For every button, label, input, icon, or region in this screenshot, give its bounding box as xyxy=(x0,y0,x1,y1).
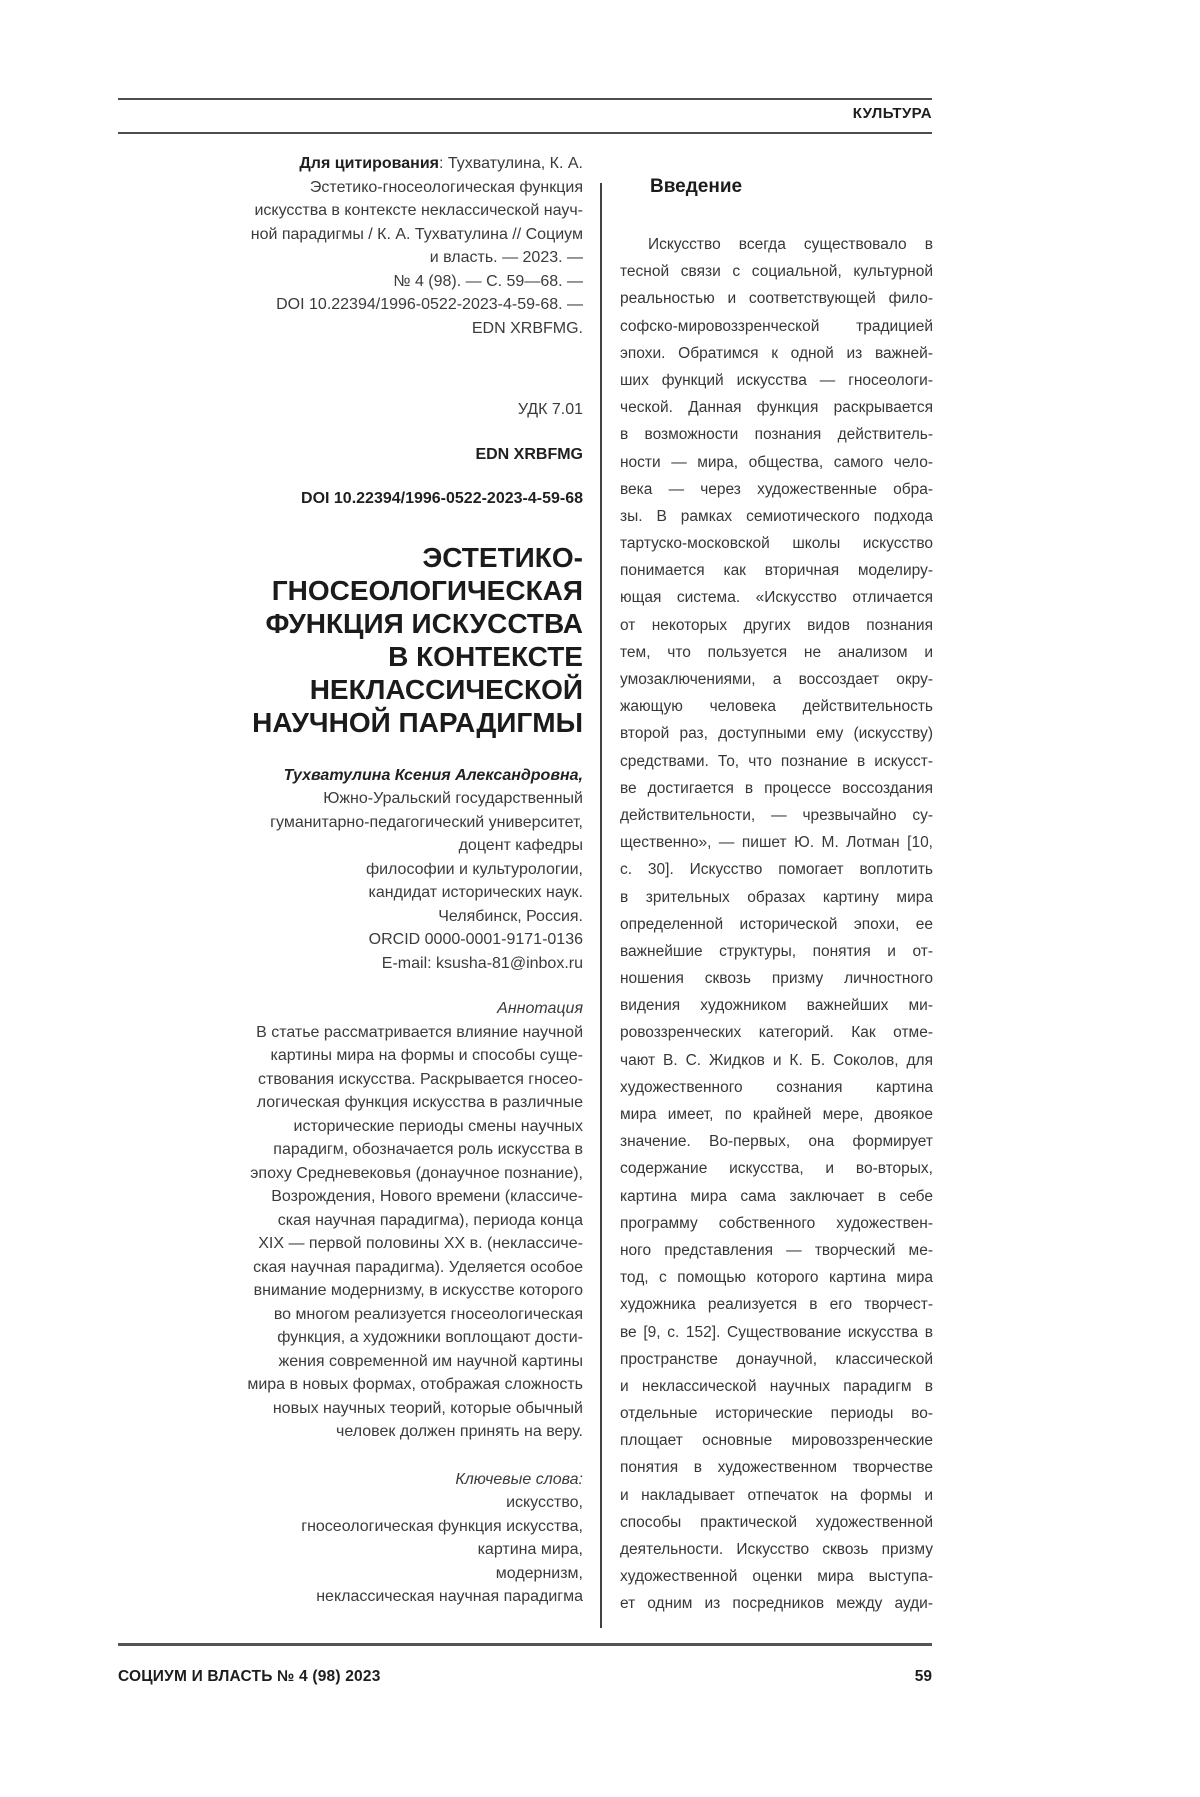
text-line: мира в новых формах, отображая сложность xyxy=(247,1376,583,1393)
text-line: и власть. — 2023. — xyxy=(429,249,583,266)
text-line: художника реализуется в его творчест- xyxy=(620,1296,933,1314)
text-line: внимание модернизму, в искусстве которого xyxy=(253,1282,583,1299)
text-line: софско-мировоззренческой традицией xyxy=(620,317,933,335)
text-line: E-mail: ksusha-81@inbox.ru xyxy=(381,954,583,972)
text-line: ORCID 0000-0001-9171-0136 xyxy=(368,931,583,948)
text-line: ного представления — творческий ме- xyxy=(620,1241,933,1259)
abstract-text xyxy=(118,1021,583,1444)
text-line: Возрождения, Нового времени (классиче- xyxy=(271,1188,583,1205)
text-line: понятия в художественном творчестве xyxy=(620,1459,933,1477)
text-line: неклассическая научная парадигма xyxy=(316,1588,583,1605)
text-line: доцент кафедры xyxy=(458,837,583,854)
text-line: DOI 10.22394/1996-0522-2023-4-59-68. — xyxy=(276,296,583,313)
text-line: и накладывает отпечаток на формы и xyxy=(620,1486,933,1504)
text-line: тем, что пользуется не анализом и xyxy=(620,643,933,661)
footer-rule xyxy=(118,1643,932,1646)
text-line: деятельности. Искусство сквозь призму xyxy=(620,1541,933,1558)
journal-name: СОЦИУМ И ВЛАСТЬ № 4 (98) 2023 xyxy=(118,1668,381,1685)
text-line: функция, а художники воплощают дости- xyxy=(277,1329,583,1346)
text-line: второй раз, доступными ему (искусству) xyxy=(620,725,933,743)
text-line: философии и культурологии, xyxy=(365,860,583,878)
article-meta-column xyxy=(118,0,583,1609)
text-line: программу собственного художествен- xyxy=(620,1214,933,1232)
text-line: EDN XRBFMG. xyxy=(471,319,583,337)
text-line: ве [9, с. 152]. Существование искусства в xyxy=(620,1323,933,1341)
text-line: отдельные исторические периоды во- xyxy=(620,1405,933,1423)
text-line: важнейшие структуры, понятия и от- xyxy=(620,942,933,960)
introduction-heading: Введение xyxy=(650,176,743,197)
text-line: ЭСТЕТИКО- xyxy=(422,541,583,573)
text-line: модернизм, xyxy=(495,1564,583,1582)
column-divider xyxy=(600,183,602,1628)
text-line: определенной исторической эпохи, ее xyxy=(620,915,933,933)
text-line: реальностью и соответствующей фило- xyxy=(620,290,933,308)
text-line: ческой. Данная функция раскрывается xyxy=(620,399,933,417)
citation-lines xyxy=(118,176,583,341)
author-affiliation xyxy=(118,787,583,975)
text-line: В КОНТЕКСТЕ xyxy=(388,640,583,672)
abstract-heading: Аннотация xyxy=(497,1000,583,1017)
text-line: во многом реализуется гносеологическая xyxy=(273,1305,583,1323)
text-line: жения современной им научной картины xyxy=(278,1352,583,1370)
text-line: ская научная парадигма). Уделяется особое xyxy=(253,1258,583,1276)
text-line: в зрительных образах картину мира xyxy=(620,888,933,906)
text-line: понимается как вторичная моделиру- xyxy=(620,562,933,580)
text-line: значение. Во-первых, она формирует xyxy=(620,1133,933,1151)
udc-label: УДК 7.01 xyxy=(517,401,583,418)
text-line: Искусство всегда существовало в xyxy=(648,236,933,253)
text-line: тартуско-московской школы искусство xyxy=(620,535,933,553)
text-line: мира имеет, по крайней мере, двоякое xyxy=(620,1106,933,1123)
text-line: жающую человека действительность xyxy=(620,698,933,716)
text-line: века — через художественные обра- xyxy=(620,480,933,498)
text-line: в возможности познания действитель- xyxy=(620,426,933,444)
text-line: ФУНКЦИЯ ИСКУССТВА xyxy=(265,607,583,639)
author-name: Тухватулина Ксения Александровна, xyxy=(283,766,583,784)
text-line: эпохи. Обратимся к одной из важней- xyxy=(620,344,933,362)
text-line: НЕКЛАССИЧЕСКОЙ xyxy=(309,673,583,705)
text-line: ровоззренческих категорий. Как отме- xyxy=(620,1024,933,1042)
edn-label: EDN XRBFMG xyxy=(475,445,583,463)
text-line: ношения сквозь призму личностного xyxy=(620,970,933,988)
text-line: парадигм, обозначается роль искусства в xyxy=(273,1141,583,1158)
text-line: ет одним из посредников между ауди- xyxy=(620,1595,933,1613)
text-line: способы практической художественной xyxy=(620,1513,933,1531)
text-line: с. 30]. Искусство помогает воплотить xyxy=(620,861,933,879)
text-line: художественного сознания картина xyxy=(620,1078,933,1096)
text-line: Эстетико-гносеологическая функция xyxy=(309,178,583,196)
text-line: НАУЧНОЙ ПАРАДИГМЫ xyxy=(252,706,583,738)
text-line: логическая функция искусства в различные xyxy=(256,1094,583,1111)
text-line: картина мира сама заключает в себе xyxy=(620,1187,933,1205)
citation-first-line xyxy=(118,152,583,176)
text-line: зы. В рамках семиотического подхода xyxy=(620,507,933,525)
text-line: исторические периоды смены научных xyxy=(293,1117,583,1135)
text-line: от некоторых других видов познания xyxy=(620,616,933,634)
text-line: новых научных теорий, которые обычный xyxy=(272,1399,583,1417)
keywords-list xyxy=(118,1491,583,1609)
text-line: ющая система. «Искусство отличается xyxy=(620,589,933,607)
text-line: площает основные мировоззренческие xyxy=(620,1432,933,1450)
text-line: человек должен принять на веру. xyxy=(336,1423,583,1440)
text-line: и неклассической научных парадигм в xyxy=(620,1377,933,1395)
text-line: тод, с помощью которого картина мира xyxy=(620,1269,933,1287)
text-line: картина мира, xyxy=(477,1541,583,1558)
text-line: ве достигается в процессе воссоздания xyxy=(620,779,933,797)
text-line: ших функций искусства — гносеологи- xyxy=(620,371,933,389)
text-line: чают В. С. Жидков и К. Б. Соколов, для xyxy=(620,1051,933,1069)
doi-label: DOI 10.22394/1996-0522-2023-4-59-68 xyxy=(301,490,583,507)
text-line: Южно-Уральский государственный xyxy=(323,790,583,807)
text-line: художественной оценки мира выступа- xyxy=(620,1568,933,1586)
citation-first-line-rest: : Тухватулина, К. А. xyxy=(438,155,583,172)
text-line: действительности, — чрезвычайно су- xyxy=(620,806,933,824)
text-line: щественно», — пишет Ю. М. Лотман [10, xyxy=(620,834,933,852)
text-line: В статье рассматривается влияние научной xyxy=(256,1023,583,1041)
text-line: пространстве донаучной, классической xyxy=(620,1350,933,1368)
text-line: видения художником важнейших ми- xyxy=(620,997,933,1015)
text-line: ной парадигмы / К. А. Тухватулина // Социум xyxy=(250,225,583,243)
introduction-text xyxy=(620,231,933,1618)
text-line: кандидат исторических наук. xyxy=(368,884,583,901)
text-line: Челябинск, Россия. xyxy=(438,907,583,925)
text-line: XIX — первой половины XX в. (неклассиче- xyxy=(258,1235,583,1252)
text-line: № 4 (98). — С. 59—68. — xyxy=(393,272,583,290)
text-line: гуманитарно-педагогический университет, xyxy=(270,813,583,831)
page-number: 59 xyxy=(914,1668,932,1685)
text-line: искусства в контексте неклассической науч- xyxy=(254,202,583,219)
citation-label: Для цитирования xyxy=(299,155,439,172)
text-line: средствами. То, что познание в искусст- xyxy=(620,752,933,770)
text-line: картины мира на формы и способы суще- xyxy=(270,1047,583,1064)
text-line: ская научная парадигма), периода конца xyxy=(277,1211,583,1229)
text-line: ности — мира, общества, самого чело- xyxy=(620,453,933,471)
keywords-heading: Ключевые слова: xyxy=(455,1470,583,1488)
text-line: содержание искусства, и во-вторых, xyxy=(620,1160,933,1178)
text-line: искусство, xyxy=(506,1494,583,1511)
text-line: умозаключениями, а воссоздает окру- xyxy=(620,671,933,688)
text-line: ГНОСЕОЛОГИЧЕСКАЯ xyxy=(271,574,583,606)
article-title xyxy=(118,541,583,739)
text-line: ствования искусства. Раскрывается гносео- xyxy=(258,1070,583,1088)
text-line: тесной связи с социальной, культурной xyxy=(620,263,933,281)
citation-block xyxy=(118,152,583,340)
section-header: КУЛЬТУРА xyxy=(852,105,932,122)
text-line: гносеологическая функция искусства, xyxy=(301,1517,583,1535)
text-line: эпоху Средневековья (донаучное познание), xyxy=(250,1164,583,1182)
